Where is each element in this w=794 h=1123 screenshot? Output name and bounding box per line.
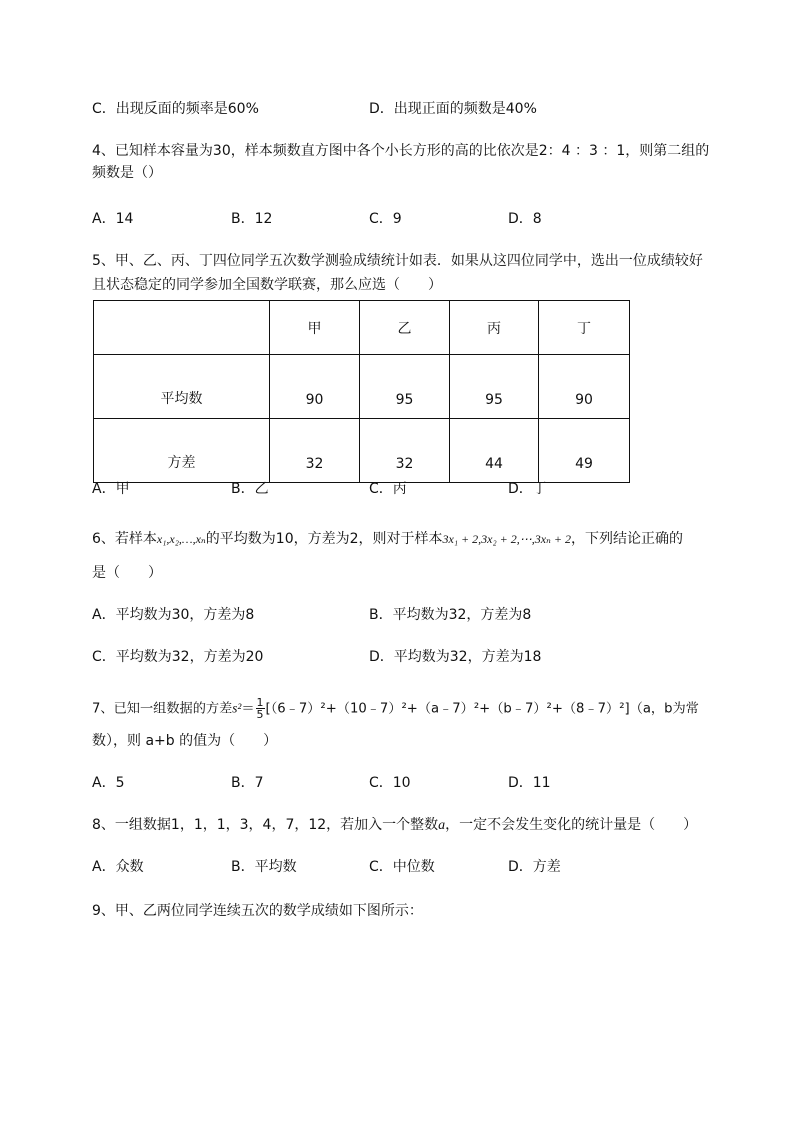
q5-text-line1: 5、甲、乙、丙、丁四位同学五次数学测验成绩统计如表．如果从这四位同学中，选出一位成绩较好 (92, 253, 703, 269)
q5-option-c: C．丙 (369, 481, 407, 497)
q8-option-a: A．众数 (92, 859, 144, 875)
q7-equals: ＝ (241, 701, 255, 717)
q6-option-b: B．平均数为32，方差为8 (369, 607, 532, 623)
q7-text-line1 (92, 697, 699, 720)
q6-new-sample-formula: 3x₁ + 2,3x₂ + 2,⋯,3xₙ + 2 (442, 532, 571, 546)
q7-option-c: C．10 (369, 775, 411, 791)
table-header-jia: 甲 (270, 301, 360, 355)
table-row-label: 方差 (94, 419, 270, 483)
table-header-ding: 丁 (539, 301, 630, 355)
q7-option-d: D．11 (508, 775, 551, 791)
q7-fraction-denominator: 5 (256, 708, 264, 721)
table-header-yi: 乙 (360, 301, 450, 355)
table-row-label: 平均数 (94, 355, 270, 419)
q8-option-c: C．中位数 (369, 859, 435, 875)
table-cell: 44 (450, 419, 539, 483)
q3-option-c: C．出现反面的频率是60% (92, 101, 259, 117)
q6-sample-formula: x₁,x₂,…,xₙ (156, 532, 206, 546)
q5-option-b: B．乙 (231, 481, 269, 497)
q5-option-d: D．丁 (508, 481, 547, 497)
table-row (94, 419, 630, 483)
q7-prefix: 7、已知一组数据的方差 (92, 701, 233, 717)
q7-formula: [（6﹣7）²+（10﹣7）²+（a﹣7）²+（b﹣7）²+（8﹣7）²]（a，b为常 (265, 701, 699, 717)
q6-text-line2: 是（ ） (92, 565, 162, 581)
q3-option-d: D．出现正面的频数是40% (369, 101, 537, 117)
table-cell: 90 (539, 355, 630, 419)
q8-option-b: B．平均数 (231, 859, 297, 875)
q8-suffix: ，一定不会发生变化的统计量是（ ） (445, 817, 698, 833)
q7-variance-symbol: s² (232, 700, 242, 716)
q9-text-line1: 9、甲、乙两位同学连续五次的数学成绩如下图所示： (92, 903, 423, 919)
q4-option-c: C．9 (369, 211, 402, 227)
q8-variable: a (438, 818, 446, 833)
q6-text-line1 (92, 529, 683, 549)
q4-text-line2: 频数是（） (92, 165, 162, 181)
q4-option-a: A．14 (92, 211, 134, 227)
q4-option-b: B．12 (231, 211, 273, 227)
q7-option-a: A．5 (92, 775, 125, 791)
table-cell: 90 (270, 355, 360, 419)
q6-option-d: D．平均数为32，方差为18 (369, 649, 542, 665)
q7-option-b: B．7 (231, 775, 264, 791)
q6-option-a: A．平均数为30，方差为8 (92, 607, 255, 623)
q8-option-d: D．方差 (508, 859, 561, 875)
score-stats-table (93, 300, 630, 483)
table-cell: 95 (360, 355, 450, 419)
table-header-bing: 丙 (450, 301, 539, 355)
q5-option-a: A．甲 (92, 481, 130, 497)
q7-fraction-numerator: 1 (256, 696, 264, 709)
q6-option-c: C．平均数为32，方差为20 (92, 649, 264, 665)
q4-option-d: D．8 (508, 211, 542, 227)
table-corner-cell (94, 301, 270, 355)
q4-text-line1: 4、已知样本容量为30，样本频数直方图中各个小长方形的高的比依次是2：4 ：3 ：1，则第二组的 (92, 143, 710, 159)
table-cell: 95 (450, 355, 539, 419)
q6-mid: 的平均数为10，方差为2，则对于样本 (205, 531, 443, 547)
q8-text-line1 (92, 815, 697, 836)
table-cell: 32 (270, 419, 360, 483)
table-cell: 49 (539, 419, 630, 483)
q7-fraction (256, 697, 265, 720)
table-row (94, 355, 630, 419)
q8-prefix: 8、一组数据1，1，1，3，4，7，12，若加入一个整数 (92, 817, 439, 833)
q6-prefix: 6、若样本 (92, 531, 157, 547)
table-cell: 32 (360, 419, 450, 483)
table-header-row (94, 301, 630, 355)
q5-text-line2: 且状态稳定的同学参加全国数学联赛，那么应选（ ） (92, 277, 442, 293)
q7-text-line2: 数），则 a+b 的值为（ ） (92, 733, 278, 749)
q6-suffix: ，下列结论正确的 (571, 531, 683, 547)
